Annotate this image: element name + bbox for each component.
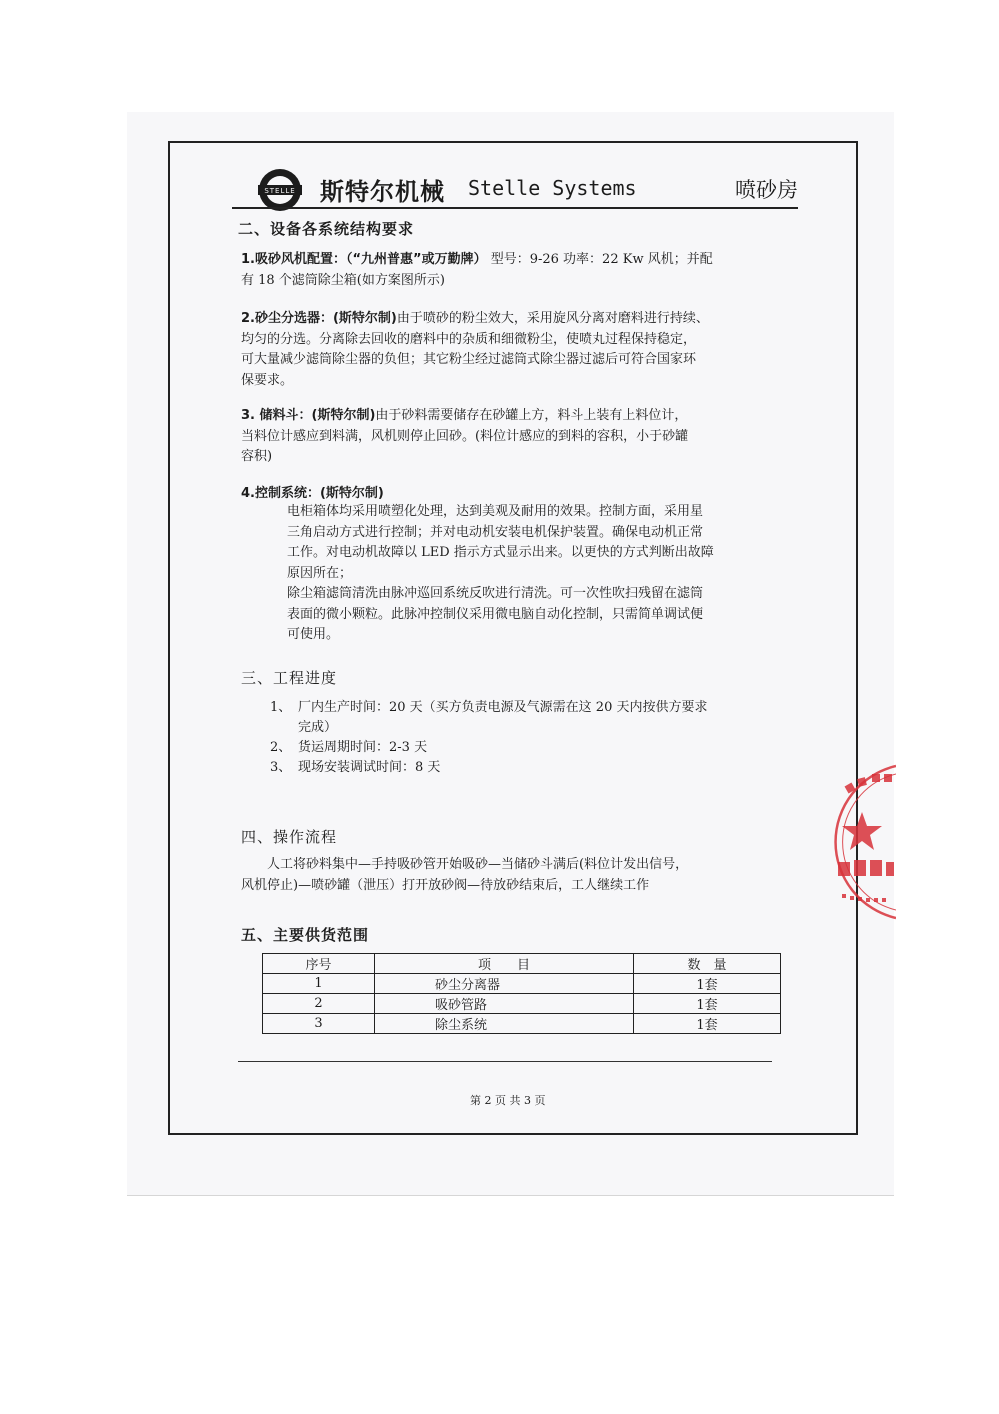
item-4-line-1: 电柜箱体均采用喷塑化处理，达到美观及耐用的效果。控制方面，采用星 (287, 504, 704, 519)
schedule-item-3-num: 3、 (270, 760, 292, 775)
item-4-line-4: 原因所在； (287, 565, 353, 581)
item-2-line-1: 由于喷砂的粉尘效大，采用旋风分离对磨料进行持续、 (396, 311, 709, 326)
table-cell-qty: 1套 (634, 974, 781, 994)
supply-scope-table (262, 953, 781, 1034)
operation-flow (241, 855, 688, 896)
table-row (263, 994, 781, 1014)
brand-name-cn: 斯特尔机械 (320, 178, 445, 206)
table-cell-no: 3 (263, 1014, 375, 1034)
schedule-item-2 (270, 738, 707, 758)
item-2-label: 2.砂尘分选器：(斯特尔制) (241, 311, 397, 326)
item-4-line-6: 表面的微小颗粒。此脉冲控制仪采用微电脑自动化控制，只需简单调试便 (287, 606, 704, 622)
operation-flow-line-2: 风机停止)—喷砂罐（泄压）打开放砂阀—待放砂结束后，工人继续工作 (241, 877, 650, 893)
table-cell-qty: 1套 (634, 994, 781, 1014)
operation-flow-line-1: 人工将砂料集中—手持吸砂管开始吸砂—当储砂斗满后(料位计发出信号， (267, 857, 689, 872)
company-logo (258, 168, 302, 212)
item-3-line-2: 当料位计感应到料满，风机则停止回砂。(料位计感应的到料的容积，小于砂罐 (241, 428, 689, 444)
table-cell-qty: 1套 (634, 1014, 781, 1034)
item-3-line-3: 容积) (241, 449, 273, 464)
item-3-label: 3. 储料斗：(斯特尔制) (241, 408, 376, 423)
table-header-row (263, 954, 781, 974)
table-header-item: 项 目 (375, 954, 634, 974)
schedule-list (270, 698, 707, 778)
schedule-item-2-line-1: 货运周期时间：2-3 天 (298, 740, 428, 755)
brand-name-en: Stelle Systems (468, 176, 637, 200)
table-cell-no: 1 (263, 974, 375, 994)
schedule-item-3 (270, 758, 707, 778)
table-cell-no: 2 (263, 994, 375, 1014)
item-2-line-3: 可大量减少滤筒除尘器的负但；其它粉尘经过滤筒式除尘器过滤后可符合国家环 (241, 352, 697, 367)
page-number: 第 2 页 共 3 页 (470, 1094, 546, 1107)
table-cell-item: 砂尘分离器 (375, 974, 634, 994)
item-4-line-5: 除尘箱滤筒清洗由脉冲巡回系统反吹进行清洗。可一次性吹扫残留在滤筒 (287, 586, 704, 601)
item-2-line-2: 均匀的分选。分离除去回收的磨料中的杂质和细微粉尘，使喷丸过程保持稳定， (241, 331, 697, 347)
letterhead (258, 168, 798, 212)
schedule-item-3-line-1: 现场安装调试时间：8 天 (298, 760, 441, 775)
item-3-hopper (241, 406, 688, 468)
item-4-line-7: 可使用。 (287, 627, 340, 642)
item-4-label: 4.控制系统：(斯特尔制) (241, 486, 384, 501)
header-divider (232, 207, 798, 209)
section-5-title: 五、主要供货范围 (241, 926, 370, 944)
logo-text: STELLE (264, 186, 296, 195)
document-subject: 喷砂房 (735, 178, 798, 202)
item-4-line-3: 工作。对电动机故障以 LED 指示方式显示出来。以更快的方式判断出故障 (287, 545, 714, 560)
item-1-line-2: 有 18 个滤筒除尘箱(如方案图所示) (241, 272, 445, 288)
section-3-title: 三、工程进度 (241, 669, 338, 687)
schedule-item-1-line-2: 完成） (298, 720, 338, 735)
item-1-fan-config (241, 250, 713, 291)
table-row (263, 1014, 781, 1034)
schedule-item-1-num: 1、 (270, 700, 292, 715)
item-2-separator (241, 309, 709, 391)
contract-seal-stamp (832, 760, 896, 924)
section-2-title: 二、设备各系统结构要求 (238, 220, 415, 238)
schedule-item-1-line-1: 厂内生产时间：20 天（买方负责电源及气源需在这 20 天内按供方要求 (298, 700, 708, 715)
item-2-line-4: 保要求。 (241, 372, 294, 388)
item-1-label: 1.吸砂风机配置：（“九州普惠”或万勤牌） (241, 252, 487, 267)
item-3-line-1: 由于砂料需要储存在砂罐上方，料斗上装有上料位计， (375, 408, 688, 423)
table-row (263, 974, 781, 994)
table-cell-item: 吸砂管路 (375, 994, 634, 1014)
footer-divider (238, 1061, 772, 1062)
item-4-body (287, 502, 714, 646)
section-4-title: 四、操作流程 (241, 828, 338, 846)
item-1-line-1: 型号：9-26 功率：22 Kw 风机；并配 (490, 252, 713, 267)
table-header-no: 序号 (263, 954, 375, 974)
table-cell-item: 除尘系统 (375, 1014, 634, 1034)
table-header-qty: 数 量 (634, 954, 781, 974)
schedule-item-1 (270, 698, 707, 738)
schedule-item-2-num: 2、 (270, 740, 292, 755)
item-4-line-2: 三角启动方式进行控制；并对电动机安装电机保护装置。确保电动机正常 (287, 524, 704, 540)
